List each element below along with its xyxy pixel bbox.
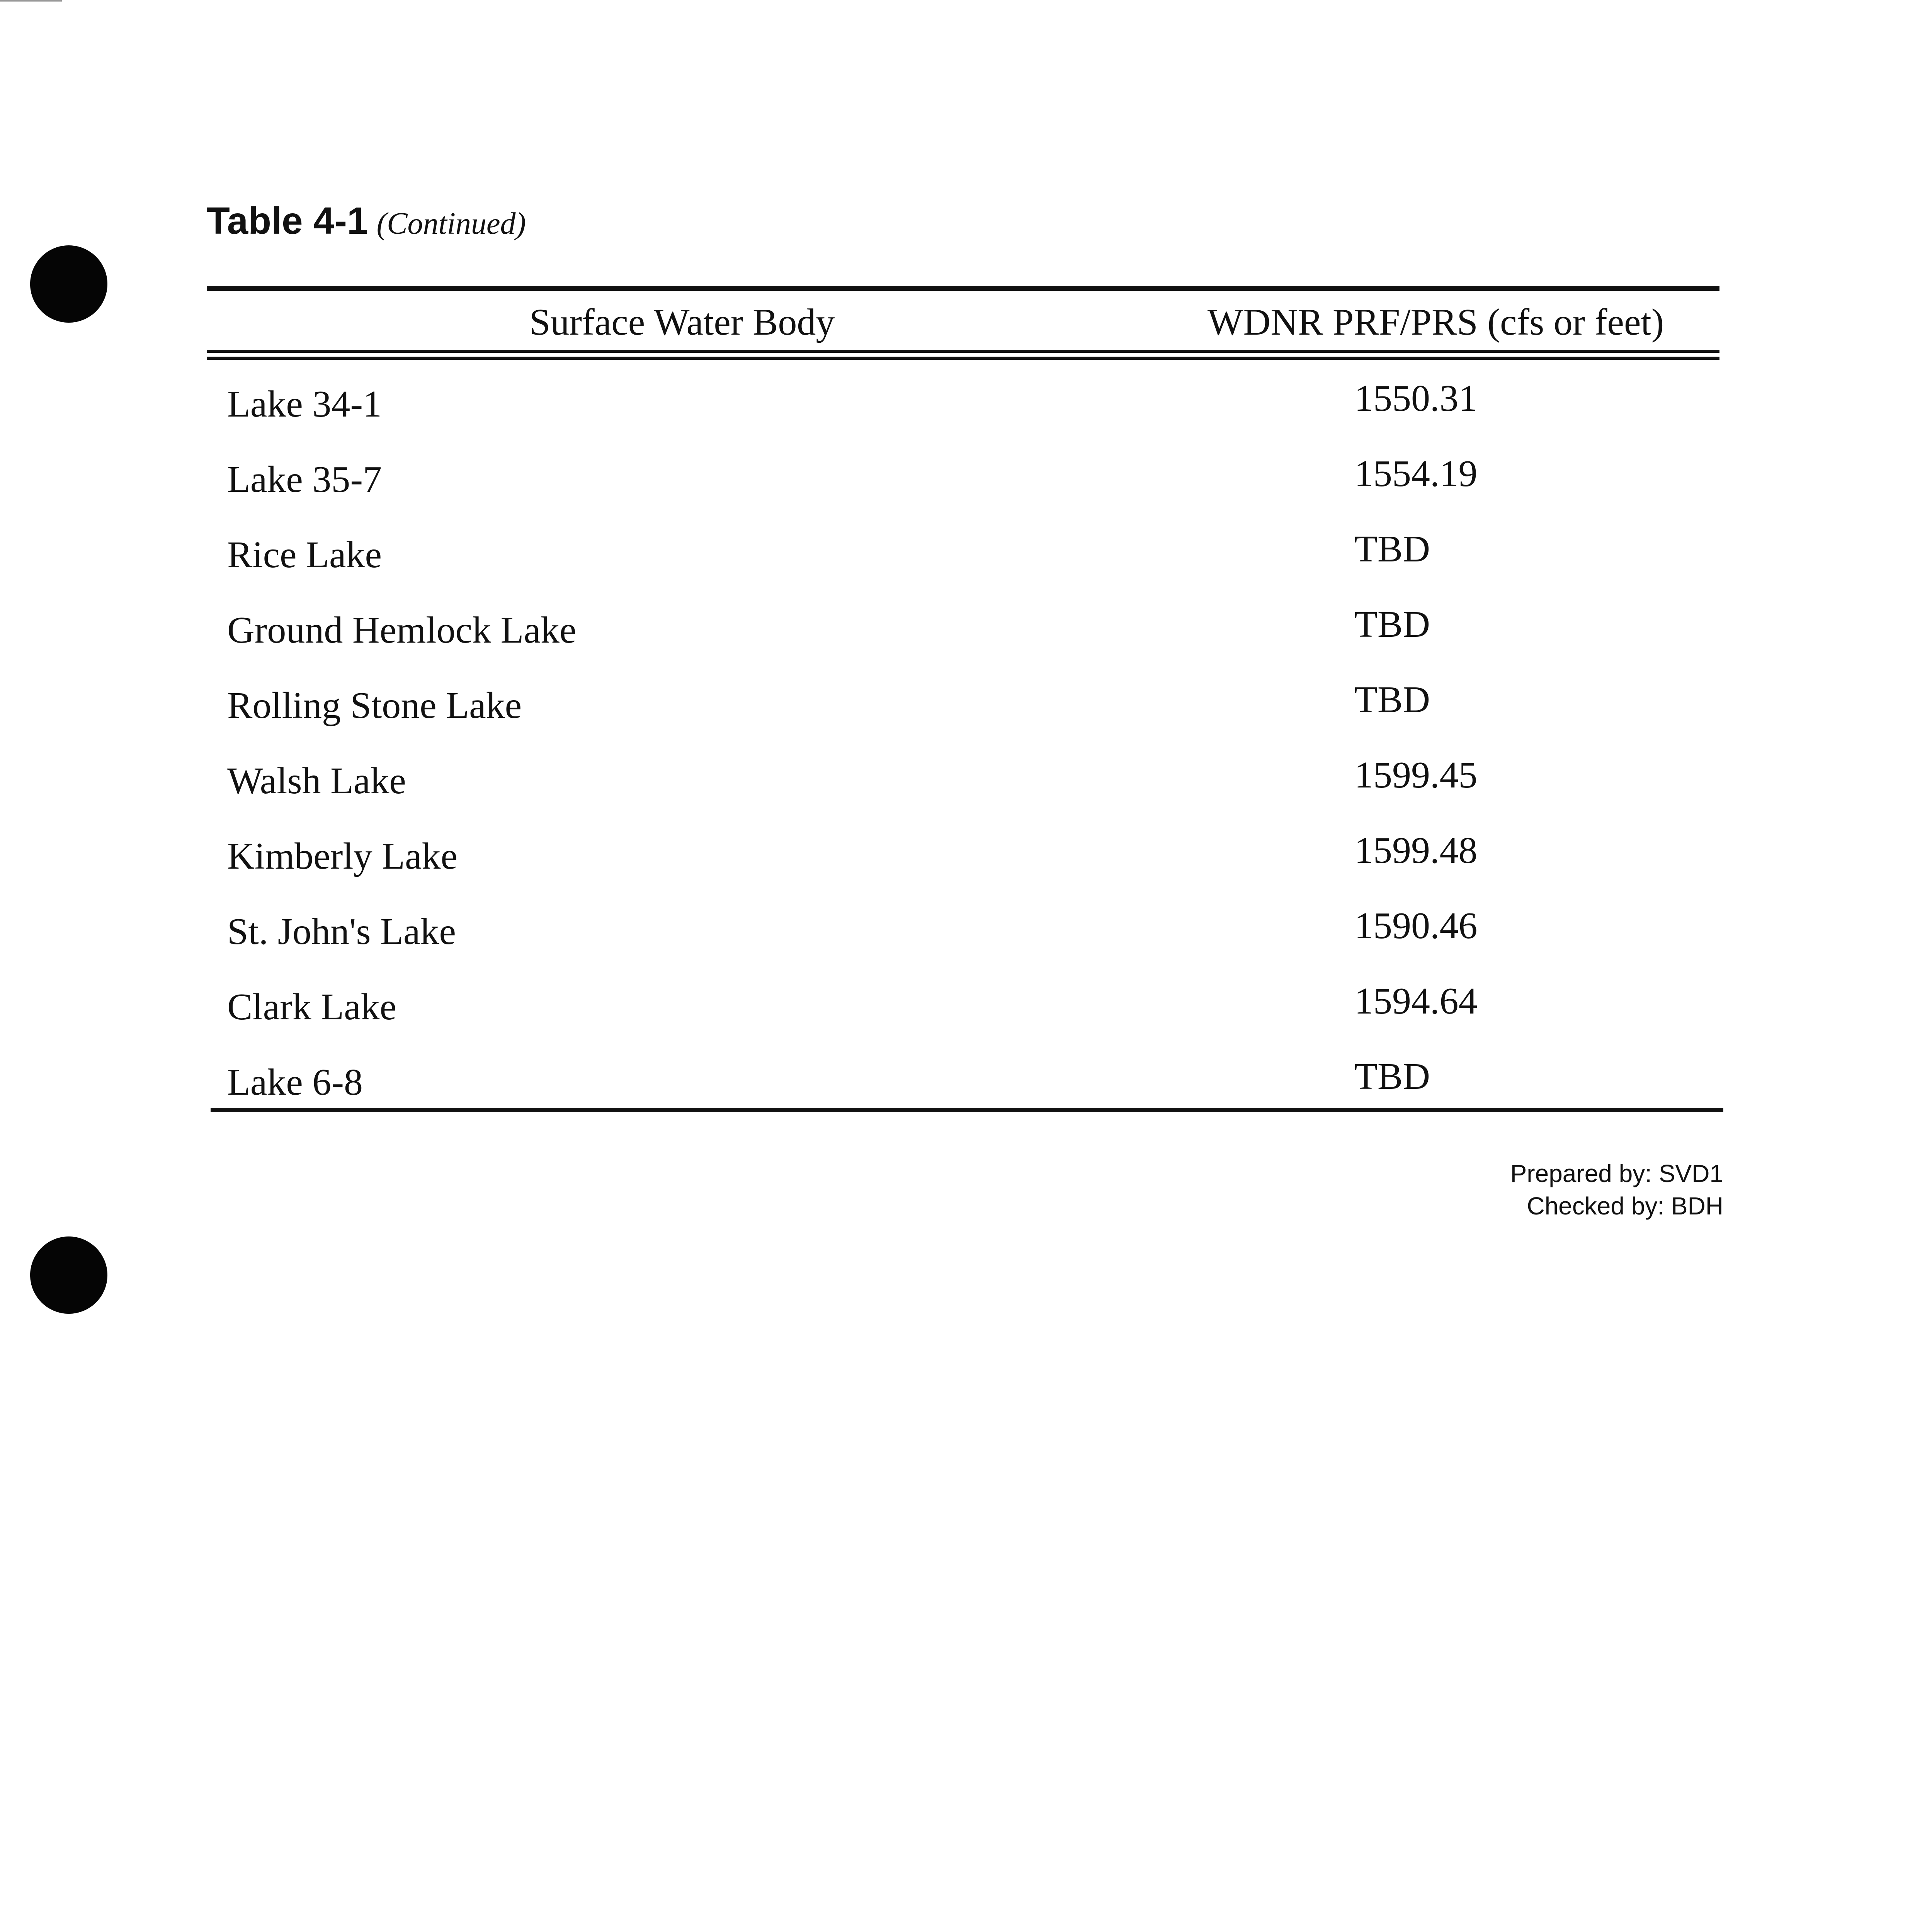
water-body-name: St. John's Lake (227, 911, 456, 952)
scan-edge-mark (0, 0, 62, 2)
table-header-rule (207, 357, 1719, 360)
water-body-name: Kimberly Lake (227, 835, 457, 877)
water-body-name: Rolling Stone Lake (227, 685, 522, 726)
water-body-name: Walsh Lake (227, 760, 406, 802)
prf-value: 1590.46 (1354, 905, 1478, 947)
signoff-block (1510, 1157, 1723, 1222)
water-body-name: Lake 34-1 (227, 383, 382, 425)
prf-value: 1550.31 (1354, 378, 1478, 419)
table-caption-label: Table 4-1 (207, 199, 368, 242)
prepared-by: Prepared by: SVD1 (1510, 1160, 1723, 1187)
punch-hole (30, 245, 107, 323)
table-caption (207, 199, 526, 243)
prf-value: TBD (1354, 679, 1430, 721)
prf-value: TBD (1354, 528, 1430, 570)
column-header-surface-water-body: Surface Water Body (529, 301, 835, 343)
table-top-rule (207, 286, 1719, 291)
water-body-name: Rice Lake (227, 534, 382, 576)
water-body-name: Lake 6-8 (227, 1061, 363, 1103)
water-body-name: Clark Lake (227, 986, 397, 1028)
checked-by: Checked by: BDH (1527, 1192, 1723, 1220)
punch-hole (30, 1236, 107, 1314)
prf-value: TBD (1354, 1056, 1430, 1097)
prf-value: 1599.48 (1354, 830, 1478, 871)
prf-value: 1554.19 (1354, 453, 1478, 495)
prf-value: 1594.64 (1354, 980, 1478, 1022)
table-header-rule (207, 350, 1719, 353)
water-body-name: Lake 35-7 (227, 459, 382, 500)
column-header-wdnr-prf-prs: WDNR PRF/PRS (cfs or feet) (1208, 301, 1664, 343)
table-bottom-rule (211, 1108, 1723, 1112)
water-body-name: Ground Hemlock Lake (227, 609, 577, 651)
table-caption-note: (Continued) (376, 207, 526, 241)
prf-value: 1599.45 (1354, 754, 1478, 796)
prf-value: TBD (1354, 604, 1430, 645)
